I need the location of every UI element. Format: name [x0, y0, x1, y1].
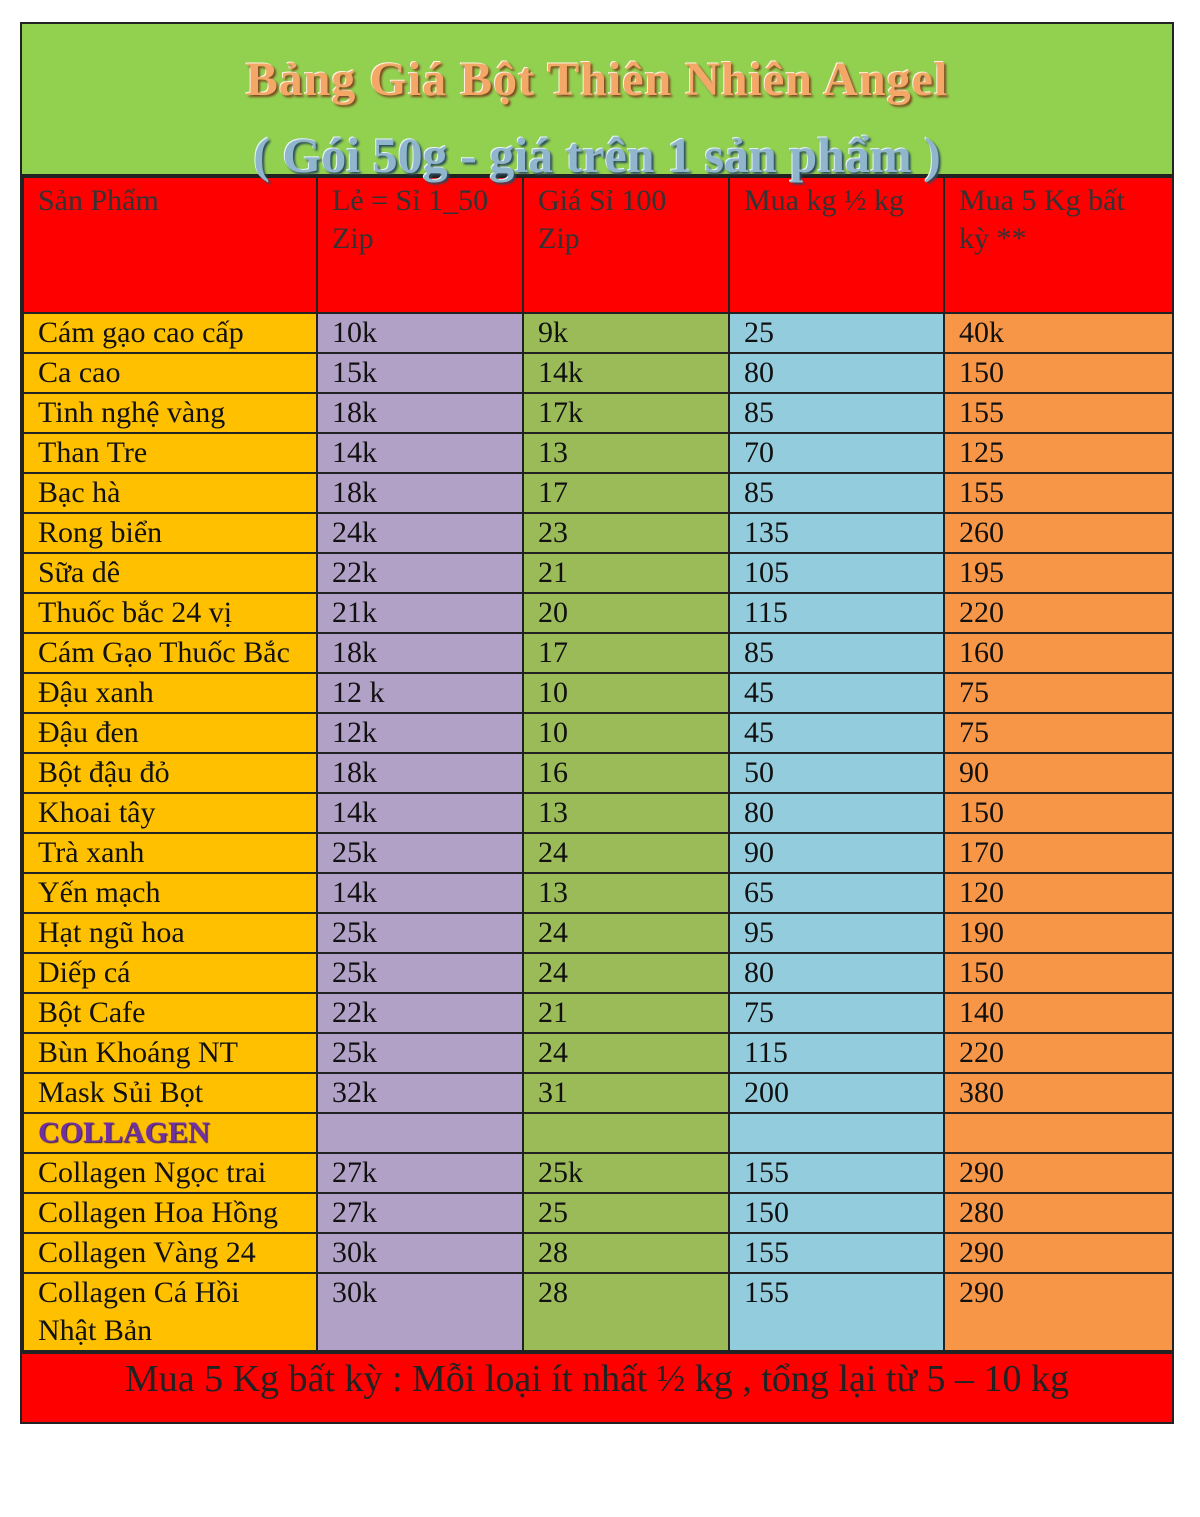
- wholesale-price: 25k: [523, 1153, 729, 1193]
- retail-price: 10k: [317, 313, 523, 353]
- table-row: [23, 1073, 1173, 1113]
- retail-price: 14k: [317, 873, 523, 913]
- wholesale-price: 20: [523, 593, 729, 633]
- five-kg-price: 155: [944, 393, 1173, 433]
- empty-cell: [317, 1113, 523, 1153]
- table-row: [23, 1273, 1173, 1351]
- price-table: [22, 176, 1174, 1352]
- retail-price: 15k: [317, 353, 523, 393]
- retail-price: 25k: [317, 833, 523, 873]
- retail-price: 18k: [317, 473, 523, 513]
- product-name: Thuốc bắc 24 vị: [23, 593, 317, 633]
- five-kg-price: 290: [944, 1233, 1173, 1273]
- five-kg-price: 90: [944, 753, 1173, 793]
- kg-price: 80: [729, 953, 944, 993]
- product-name: Collagen Cá Hồi Nhật Bản: [23, 1273, 317, 1351]
- five-kg-price: 170: [944, 833, 1173, 873]
- kg-price: 25: [729, 313, 944, 353]
- kg-price: 155: [729, 1153, 944, 1193]
- table-row: [23, 673, 1173, 713]
- table-row: [23, 353, 1173, 393]
- retail-price: 22k: [317, 553, 523, 593]
- wholesale-price: 28: [523, 1273, 729, 1351]
- five-kg-price: 40k: [944, 313, 1173, 353]
- wholesale-price: 24: [523, 953, 729, 993]
- retail-price: 18k: [317, 753, 523, 793]
- wholesale-price: 21: [523, 993, 729, 1033]
- product-name: Diếp cá: [23, 953, 317, 993]
- retail-price: 21k: [317, 593, 523, 633]
- product-name: Bạc hà: [23, 473, 317, 513]
- product-name: Collagen Vàng 24: [23, 1233, 317, 1273]
- retail-price: 24k: [317, 513, 523, 553]
- retail-price: 32k: [317, 1073, 523, 1113]
- table-row: [23, 313, 1173, 353]
- five-kg-price: 150: [944, 793, 1173, 833]
- kg-price: 50: [729, 753, 944, 793]
- wholesale-price: 17k: [523, 393, 729, 433]
- wholesale-price: 28: [523, 1233, 729, 1273]
- product-name: Bột đậu đỏ: [23, 753, 317, 793]
- table-row: [23, 473, 1173, 513]
- retail-price: 14k: [317, 433, 523, 473]
- five-kg-price: 155: [944, 473, 1173, 513]
- table-row: [23, 1233, 1173, 1273]
- five-kg-price: 150: [944, 353, 1173, 393]
- table-row: [23, 1193, 1173, 1233]
- kg-price: 115: [729, 1033, 944, 1073]
- wholesale-price: 16: [523, 753, 729, 793]
- wholesale-price: 10: [523, 673, 729, 713]
- product-name: Đậu xanh: [23, 673, 317, 713]
- kg-price: 85: [729, 473, 944, 513]
- header-retail: Lẻ = Sỉ 1_50 Zip: [317, 177, 523, 313]
- wholesale-price: 24: [523, 913, 729, 953]
- kg-price: 45: [729, 713, 944, 753]
- table-row: [23, 633, 1173, 673]
- five-kg-price: 290: [944, 1153, 1173, 1193]
- wholesale-price: 10: [523, 713, 729, 753]
- wholesale-price: 9k: [523, 313, 729, 353]
- wholesale-price: 14k: [523, 353, 729, 393]
- retail-price: 30k: [317, 1273, 523, 1351]
- five-kg-price: 195: [944, 553, 1173, 593]
- table-row: [23, 873, 1173, 913]
- kg-price: 65: [729, 873, 944, 913]
- header-5kg: Mua 5 Kg bất kỳ **: [944, 177, 1173, 313]
- five-kg-price: 75: [944, 713, 1173, 753]
- product-name: Đậu đen: [23, 713, 317, 753]
- kg-price: 150: [729, 1193, 944, 1233]
- kg-price: 80: [729, 793, 944, 833]
- table-row: [23, 513, 1173, 553]
- table-row: [23, 953, 1173, 993]
- wholesale-price: 13: [523, 433, 729, 473]
- wholesale-price: 17: [523, 633, 729, 673]
- collagen-heading: COLLAGEN: [38, 1116, 210, 1149]
- kg-price: 45: [729, 673, 944, 713]
- retail-price: 25k: [317, 953, 523, 993]
- product-name: Than Tre: [23, 433, 317, 473]
- product-name: Bột Cafe: [23, 993, 317, 1033]
- five-kg-price: 380: [944, 1073, 1173, 1113]
- wholesale-price: 24: [523, 1033, 729, 1073]
- header-wholesale: Giá Sỉ 100 Zip: [523, 177, 729, 313]
- empty-cell: [944, 1113, 1173, 1153]
- page-title: Bảng Giá Bột Thiên Nhiên Angel: [245, 53, 949, 106]
- product-name: Tinh nghệ vàng: [23, 393, 317, 433]
- five-kg-price: 150: [944, 953, 1173, 993]
- title-block: [22, 24, 1172, 183]
- product-name: Collagen Ngọc trai: [23, 1153, 317, 1193]
- table-row: [23, 433, 1173, 473]
- five-kg-price: 290: [944, 1273, 1173, 1351]
- header-kg: Mua kg ½ kg: [729, 177, 944, 313]
- retail-price: 14k: [317, 793, 523, 833]
- price-sheet: [20, 22, 1174, 1424]
- table-row: [23, 393, 1173, 433]
- product-name: Yến mạch: [23, 873, 317, 913]
- section-row: [23, 1113, 1173, 1153]
- product-name: Hạt ngũ hoa: [23, 913, 317, 953]
- section-label: [23, 1113, 317, 1153]
- five-kg-price: 260: [944, 513, 1173, 553]
- product-name: Mask Sủi Bọt: [23, 1073, 317, 1113]
- table-row: [23, 913, 1173, 953]
- kg-price: 70: [729, 433, 944, 473]
- table-row: [23, 833, 1173, 873]
- five-kg-price: 220: [944, 593, 1173, 633]
- product-name: Cám gạo cao cấp: [23, 313, 317, 353]
- retail-price: 12 k: [317, 673, 523, 713]
- product-name: Cám Gạo Thuốc Bắc: [23, 633, 317, 673]
- page-subtitle: ( Gói 50g - giá trên 1 sản phẩm ): [253, 127, 941, 183]
- table-row: [23, 1153, 1173, 1193]
- empty-cell: [729, 1113, 944, 1153]
- table-row: [23, 1033, 1173, 1073]
- product-name: Trà xanh: [23, 833, 317, 873]
- wholesale-price: 25: [523, 1193, 729, 1233]
- kg-price: 105: [729, 553, 944, 593]
- kg-price: 90: [729, 833, 944, 873]
- kg-price: 155: [729, 1233, 944, 1273]
- product-name: Bùn Khoáng NT: [23, 1033, 317, 1073]
- kg-price: 95: [729, 913, 944, 953]
- five-kg-price: 125: [944, 433, 1173, 473]
- table-row: [23, 793, 1173, 833]
- kg-price: 80: [729, 353, 944, 393]
- header-product: Sản Phẩm: [23, 177, 317, 313]
- five-kg-price: 75: [944, 673, 1173, 713]
- product-name: Khoai tây: [23, 793, 317, 833]
- five-kg-price: 140: [944, 993, 1173, 1033]
- retail-price: 25k: [317, 1033, 523, 1073]
- header-row: [23, 177, 1173, 313]
- wholesale-price: 23: [523, 513, 729, 553]
- five-kg-price: 190: [944, 913, 1173, 953]
- retail-price: 25k: [317, 913, 523, 953]
- empty-cell: [523, 1113, 729, 1153]
- retail-price: 18k: [317, 633, 523, 673]
- product-name: Sữa dê: [23, 553, 317, 593]
- product-name: Rong biển: [23, 513, 317, 553]
- kg-price: 115: [729, 593, 944, 633]
- wholesale-price: 24: [523, 833, 729, 873]
- kg-price: 75: [729, 993, 944, 1033]
- wholesale-price: 13: [523, 873, 729, 913]
- table-row: [23, 713, 1173, 753]
- five-kg-price: 120: [944, 873, 1173, 913]
- retail-price: 27k: [317, 1153, 523, 1193]
- retail-price: 18k: [317, 393, 523, 433]
- retail-price: 30k: [317, 1233, 523, 1273]
- table-row: [23, 593, 1173, 633]
- retail-price: 22k: [317, 993, 523, 1033]
- five-kg-price: 160: [944, 633, 1173, 673]
- kg-price: 135: [729, 513, 944, 553]
- retail-price: 12k: [317, 713, 523, 753]
- table-row: [23, 553, 1173, 593]
- product-name: Ca cao: [23, 353, 317, 393]
- kg-price: 85: [729, 393, 944, 433]
- product-name: Collagen Hoa Hồng: [23, 1193, 317, 1233]
- table-row: [23, 753, 1173, 793]
- five-kg-price: 220: [944, 1033, 1173, 1073]
- wholesale-price: 21: [523, 553, 729, 593]
- five-kg-price: 280: [944, 1193, 1173, 1233]
- wholesale-price: 13: [523, 793, 729, 833]
- table-row: [23, 993, 1173, 1033]
- wholesale-price: 31: [523, 1073, 729, 1113]
- retail-price: 27k: [317, 1193, 523, 1233]
- kg-price: 85: [729, 633, 944, 673]
- kg-price: 155: [729, 1273, 944, 1351]
- footer-note: Mua 5 Kg bất kỳ : Mỗi loại ít nhất ½ kg , tổng lại từ 5 – 10 kg: [22, 1352, 1172, 1422]
- kg-price: 200: [729, 1073, 944, 1113]
- wholesale-price: 17: [523, 473, 729, 513]
